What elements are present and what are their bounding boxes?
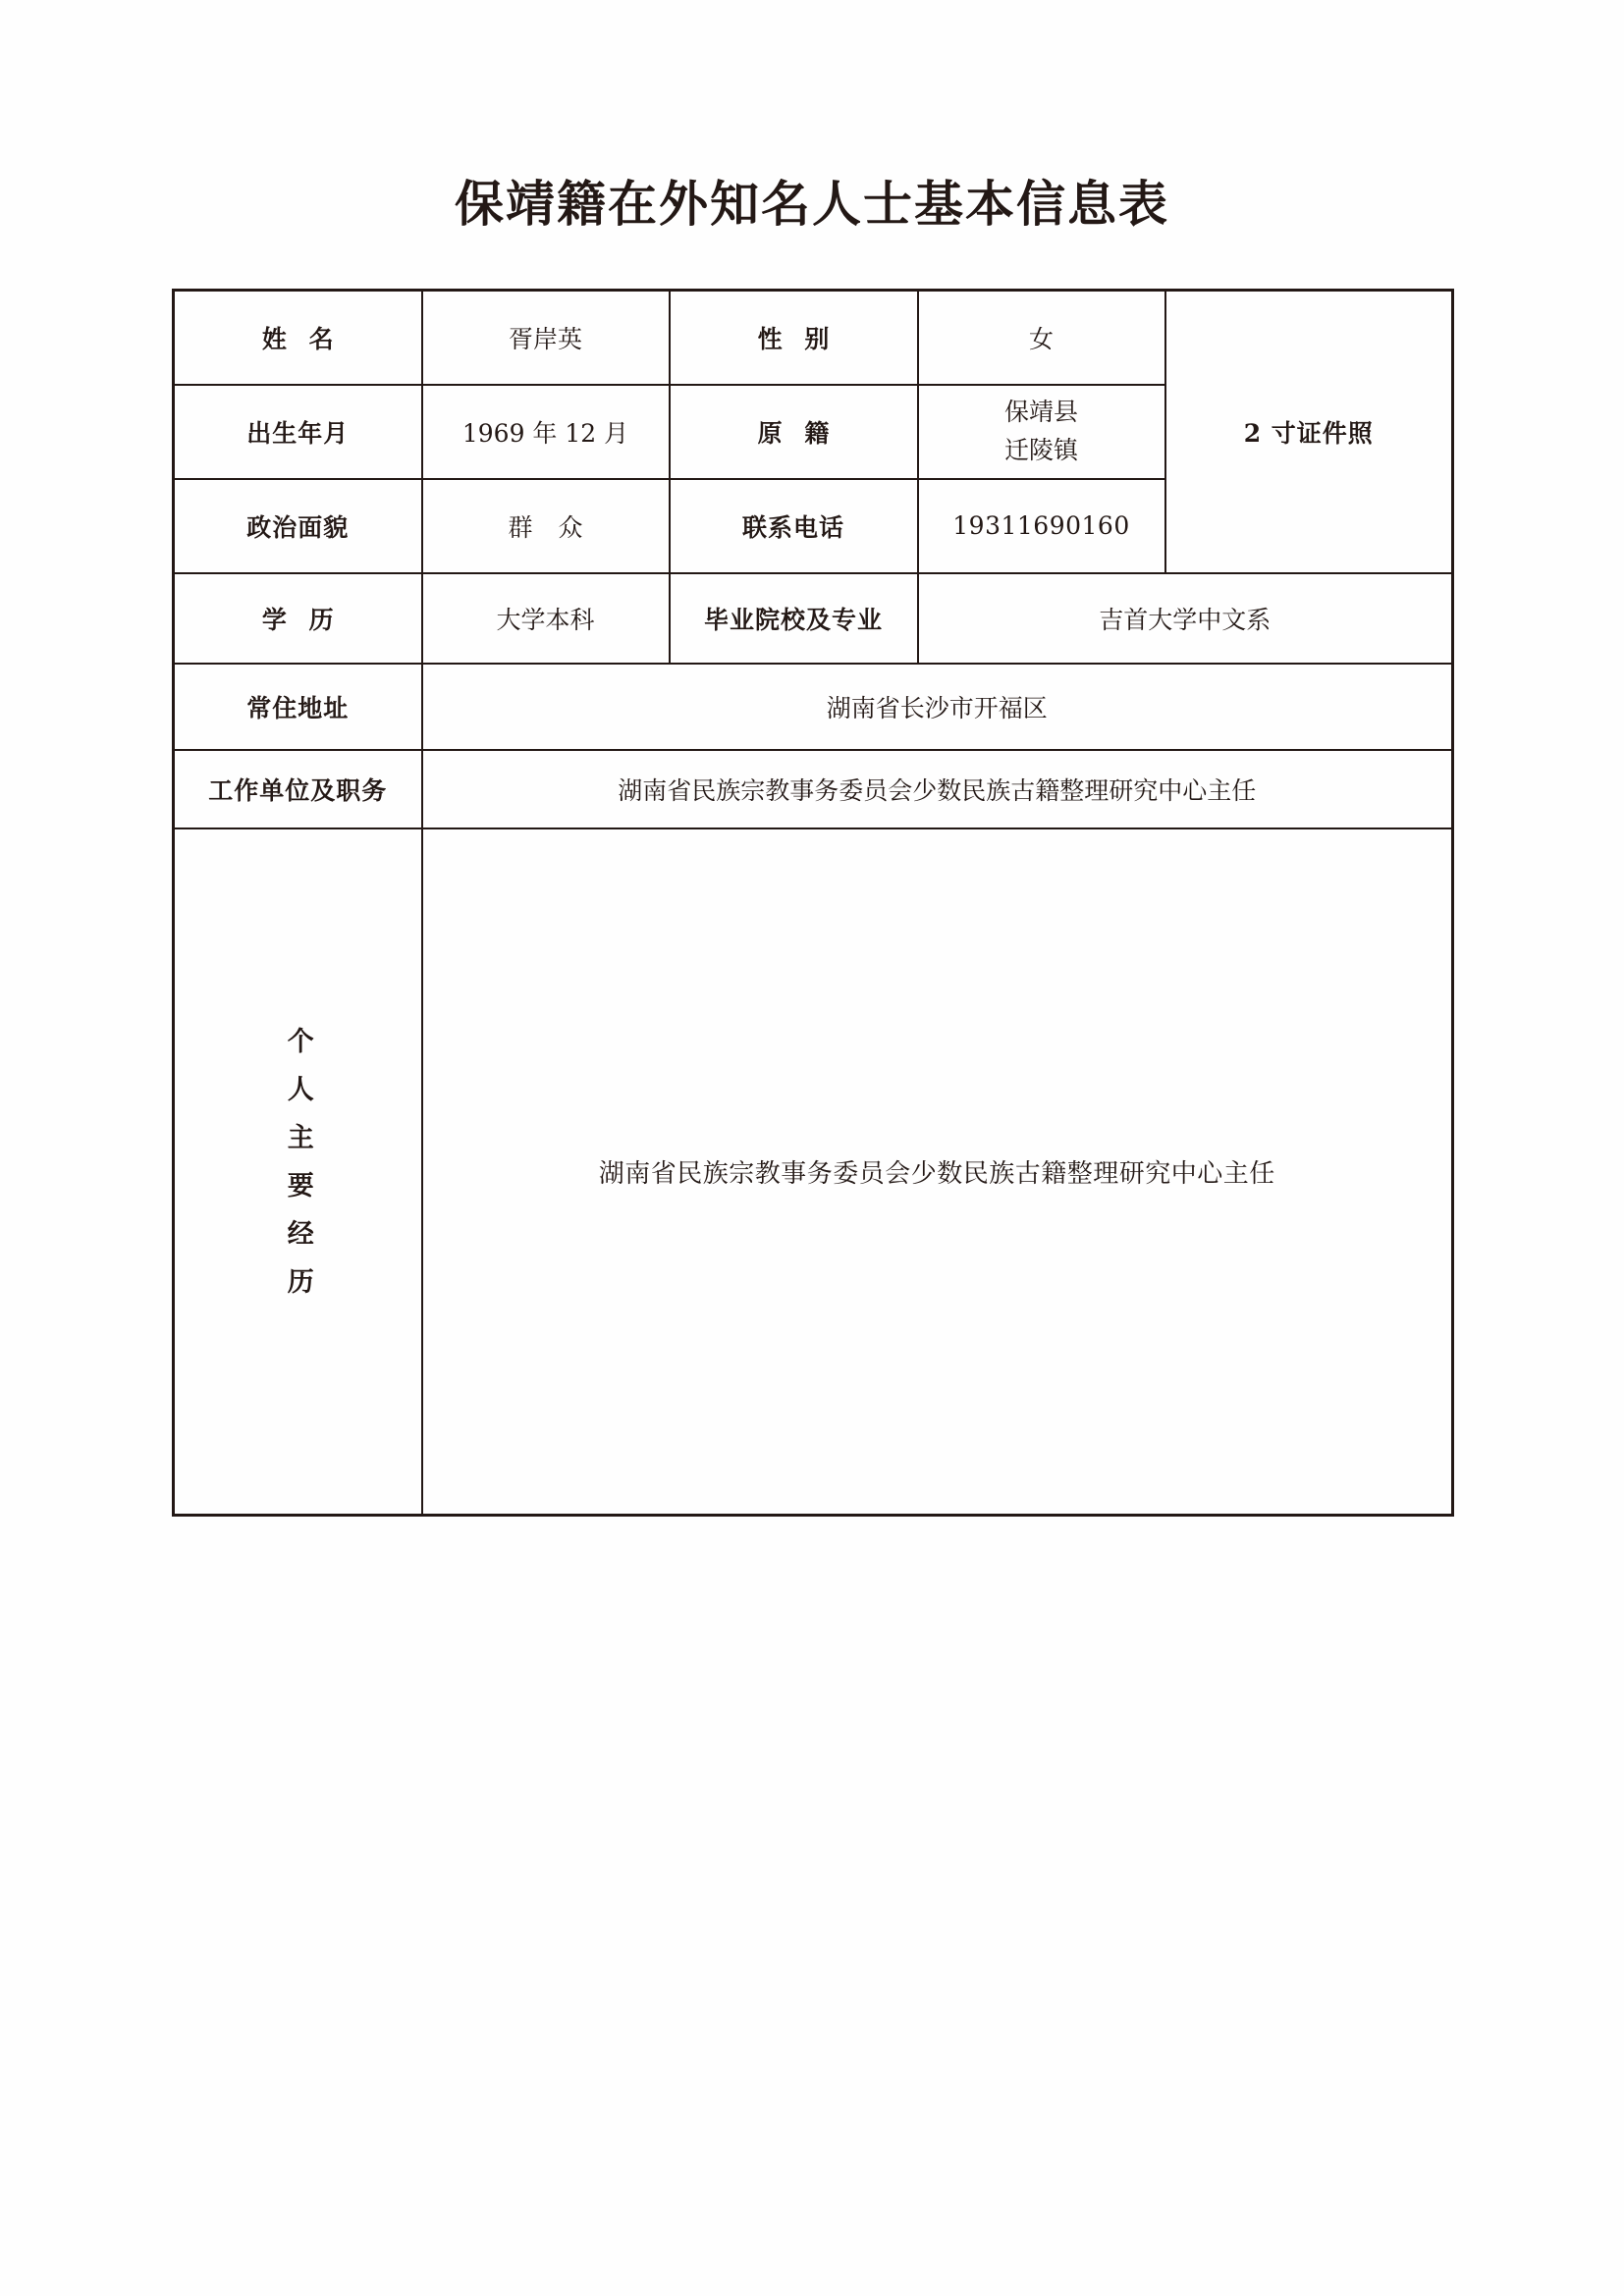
value-birth-date: 1969 年 12 月 bbox=[422, 385, 670, 479]
value-personal-experience: 湖南省民族宗教事务委员会少数民族古籍整理研究中心主任 bbox=[598, 1158, 1275, 1189]
value-personal-experience-cell bbox=[422, 828, 1453, 1516]
label-education: 学 历 bbox=[174, 573, 422, 664]
value-name: 胥岸英 bbox=[422, 291, 670, 385]
photo-placeholder-cell: 2 寸证件照 bbox=[1165, 291, 1453, 573]
value-phone: 19311690160 bbox=[918, 479, 1165, 573]
table-row bbox=[174, 291, 1453, 385]
label-work-unit-position: 工作单位及职务 bbox=[174, 750, 422, 828]
value-school-major: 吉首大学中文系 bbox=[918, 573, 1453, 664]
origin-line-1: 保靖县 bbox=[1003, 397, 1078, 426]
table-row bbox=[174, 750, 1453, 828]
value-education: 大学本科 bbox=[422, 573, 670, 664]
value-residence: 湖南省长沙市开福区 bbox=[422, 664, 1453, 750]
label-personal-experience-cell bbox=[174, 828, 422, 1516]
label-personal-experience: 个人主要经历 bbox=[282, 1027, 313, 1316]
table-row bbox=[174, 573, 1453, 664]
value-gender: 女 bbox=[918, 291, 1165, 385]
label-origin: 原 籍 bbox=[670, 385, 918, 479]
origin-line-2: 迁陵镇 bbox=[1003, 435, 1078, 464]
value-origin bbox=[918, 385, 1165, 479]
label-gender: 性 别 bbox=[670, 291, 918, 385]
page-title: 保靖籍在外知名人士基本信息表 bbox=[455, 175, 1169, 233]
label-school-major: 毕业院校及专业 bbox=[670, 573, 918, 664]
personal-info-table bbox=[172, 289, 1454, 1517]
label-residence: 常住地址 bbox=[174, 664, 422, 750]
table-row bbox=[174, 664, 1453, 750]
label-birth-date: 出生年月 bbox=[174, 385, 422, 479]
label-phone: 联系电话 bbox=[670, 479, 918, 573]
label-political-status: 政治面貌 bbox=[174, 479, 422, 573]
label-name: 姓 名 bbox=[174, 291, 422, 385]
value-work-unit-position: 湖南省民族宗教事务委员会少数民族古籍整理研究中心主任 bbox=[422, 750, 1453, 828]
table-row bbox=[174, 828, 1453, 1516]
value-political-status: 群 众 bbox=[422, 479, 670, 573]
vertical-label-wrap bbox=[175, 1027, 421, 1315]
